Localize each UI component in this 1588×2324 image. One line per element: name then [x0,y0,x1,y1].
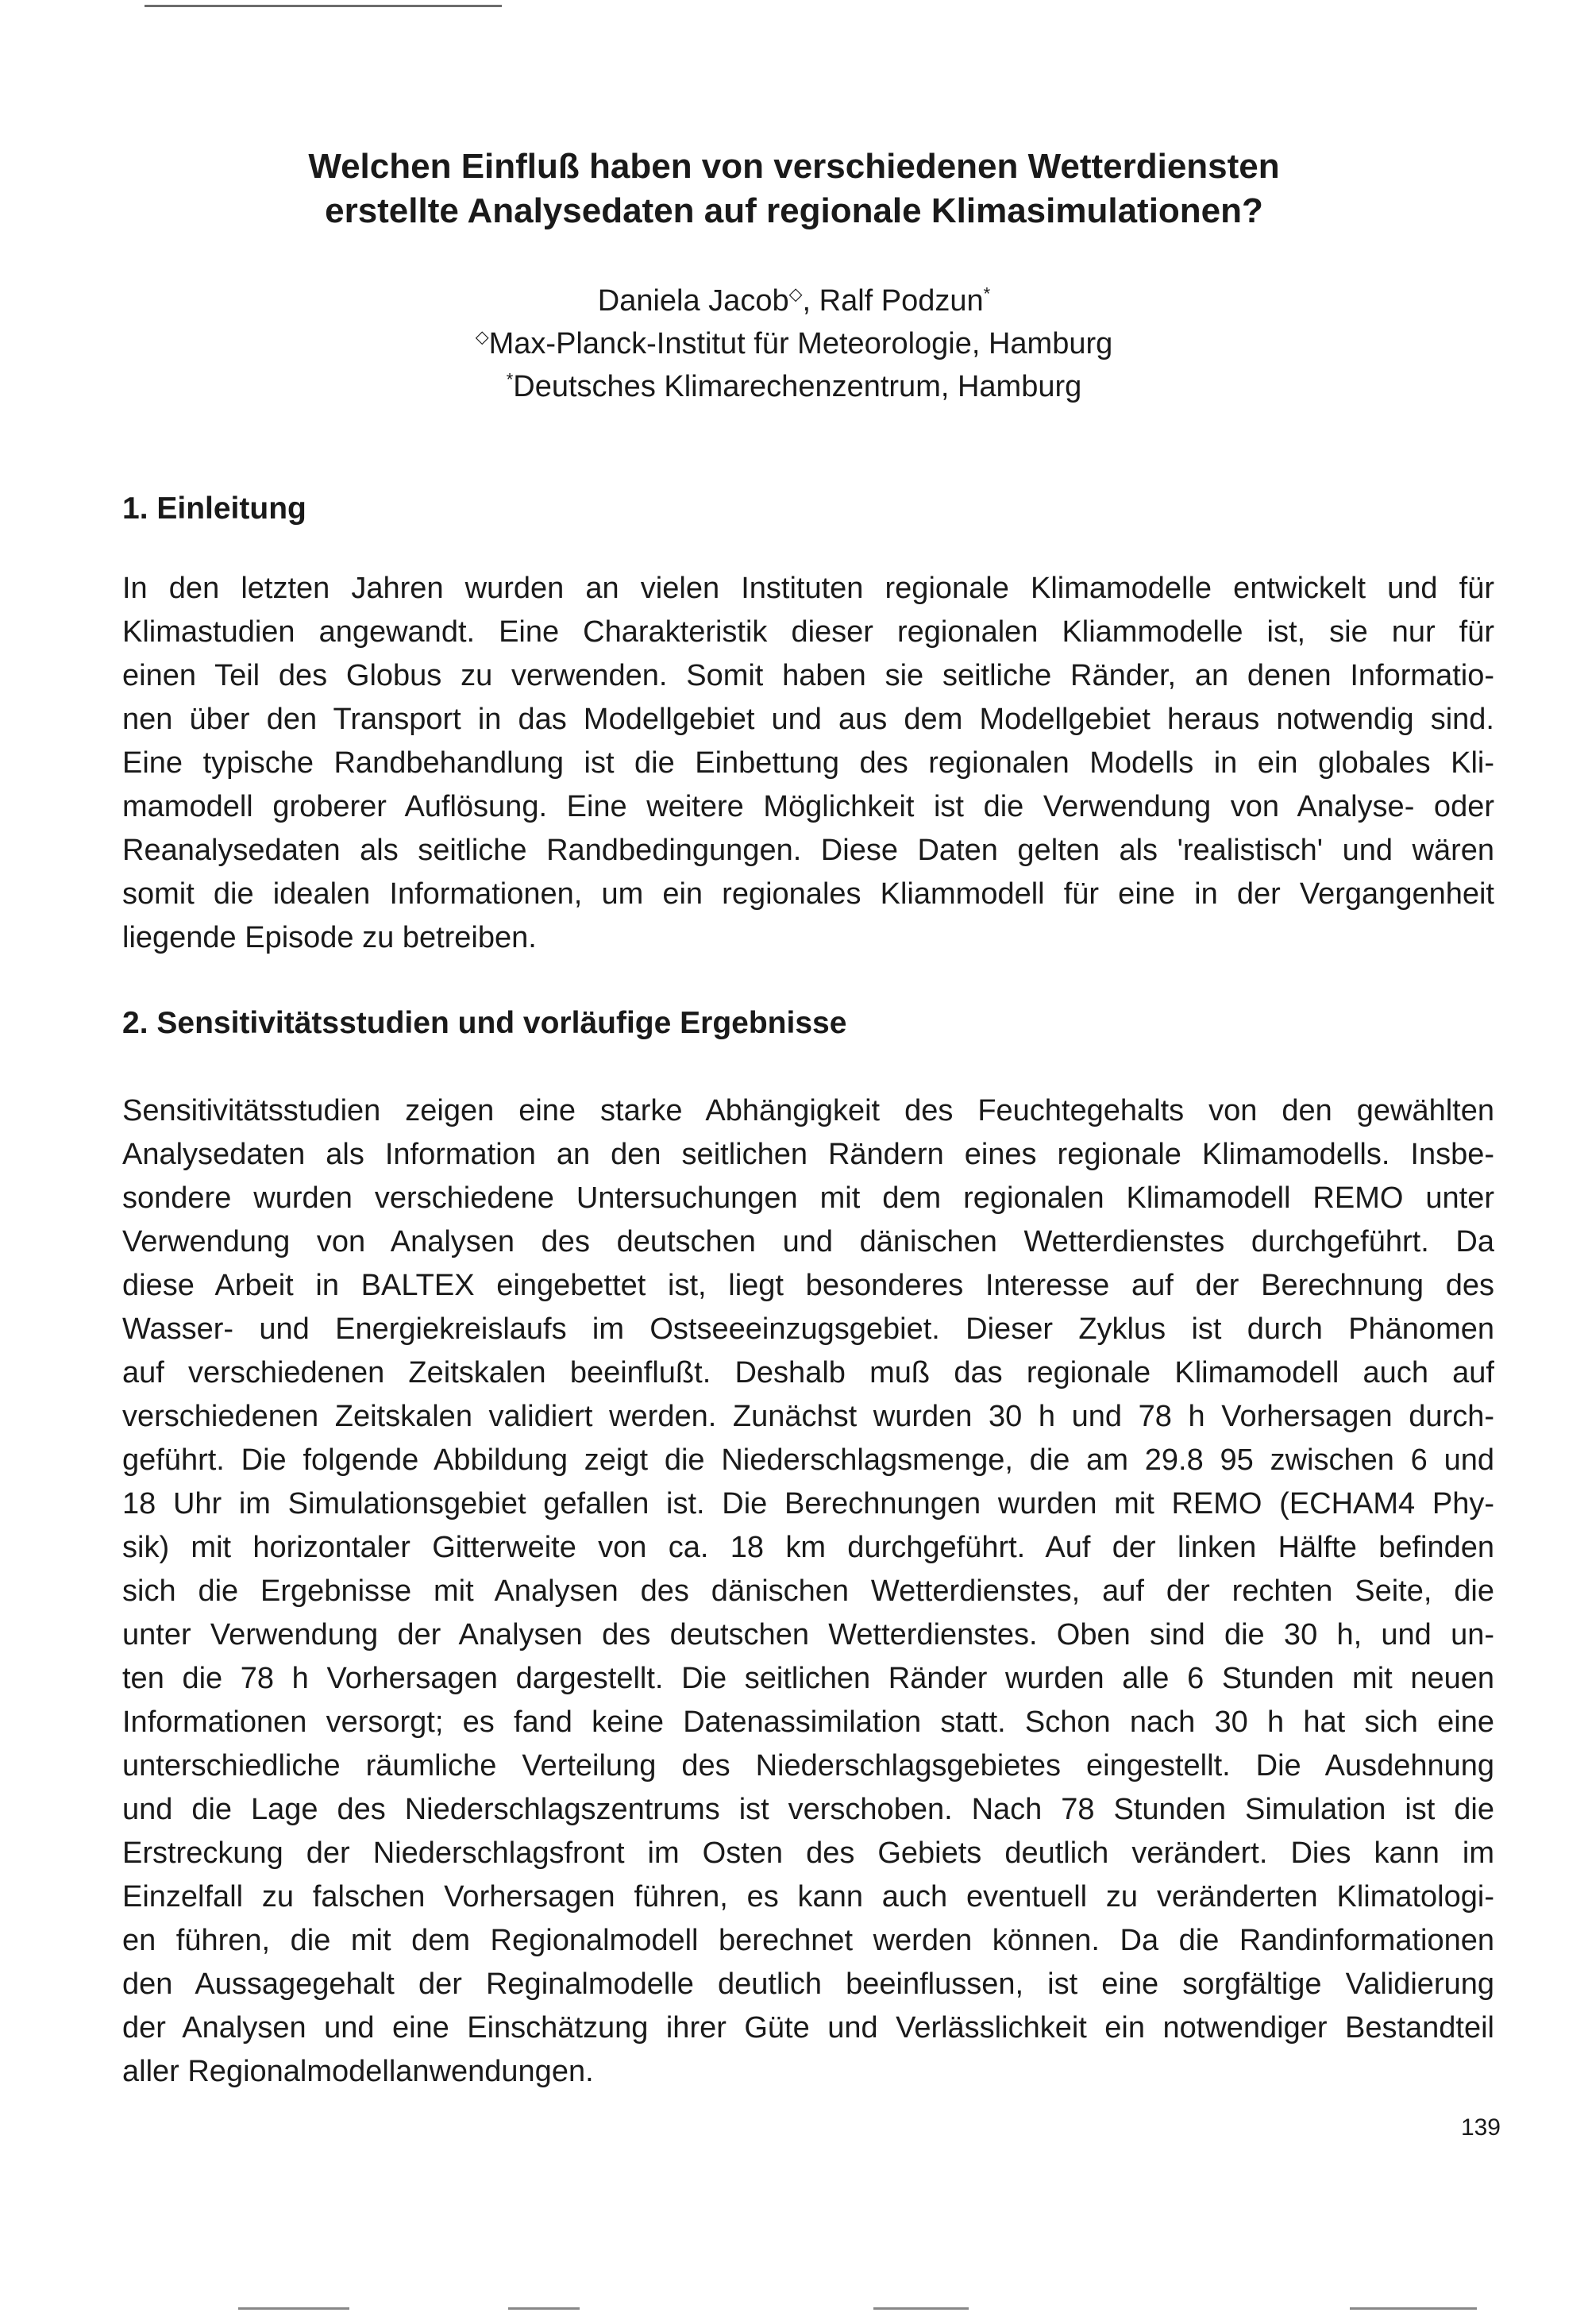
paper-title [159,145,1429,233]
author-mark-2: * [983,283,991,304]
scan-mark [1350,2307,1477,2310]
text-line: geführt. Die folgende Abbildung zeigt die Niederschlagsmenge, die am 29.8 95 zwischen 6 und [122,1443,1494,1477]
text-line: der Analysen und eine Einschätzung ihrer Güte und Verlässlichkeit ein notwendiger Bestandteil [122,2011,1494,2045]
text-line: einen Teil des Globus zu verwenden. Somit haben sie seitliche Ränder, an denen Informatio- [122,659,1494,692]
affiliation-1: ◇Max-Planck-Institut für Meteorologie, Hamburg [475,326,1113,360]
text-line: In den letzten Jahren wurden an vielen Instituten regionale Klimamodelle entwickelt und für [122,572,1494,605]
text-line: Erstreckung der Niederschlagsfront im Osten des Gebiets deutlich verändert. Dies kann im [122,1836,1494,1870]
text-line: den Aussagegehalt der Reginalmodelle deutlich beeinflussen, ist eine sorgfältige Validierung [122,1967,1494,2001]
text-line: sich die Ergebnisse mit Analysen des dänischen Wetterdienstes, auf der rechten Seite, die [122,1574,1494,1608]
paragraph-einleitung [122,567,1494,960]
author-names: Daniela Jacob◇, Ralf Podzun* [597,283,991,318]
scan-mark [873,2307,969,2310]
page-number: 139 [1460,2114,1501,2141]
text-line: mamodell groberer Auflösung. Eine weitere Möglichkeit ist die Verwendung von Analyse- oder [122,790,1494,823]
text-line: en führen, die mit dem Regionalmodell berechnet werden können. Da die Randinformationen [122,1924,1494,1957]
affiliation-2: *Deutsches Klimarechenzentrum, Hamburg [506,369,1082,403]
text-line: Informationen versorgt; es fand keine Datenassimilation statt. Schon nach 30 h hat sich eine [122,1705,1494,1739]
text-line: unter Verwendung der Analysen des deutschen Wetterdienstes. Oben sind die 30 h, und un- [122,1618,1494,1651]
paragraph-sensitivitaetsstudien [122,1089,1494,2094]
text-line: unterschiedliche räumliche Verteilung des Niederschlagsgebietes eingestellt. Die Ausdehnung [122,1749,1494,1783]
author-mark-1: ◇ [788,283,803,304]
text-line: nen über den Transport in das Modellgebiet und aus dem Modellgebiet heraus notwendig sind. [122,703,1494,736]
scan-mark [508,2307,580,2310]
scan-edge-marks [0,2293,1588,2324]
text-line: Wasser- und Energiekreislaufs im Ostseeeinzugsgebiet. Dieser Zyklus ist durch Phänomen [122,1312,1494,1346]
text-line: somit die idealen Informationen, um ein regionales Kliammodell für eine in der Vergangenheit [122,877,1494,911]
section-heading-sensitivitaetsstudien: 2. Sensitivitätsstudien und vorläufige Ergebnisse [122,1006,847,1040]
text-line: liegende Episode zu betreiben. [122,921,537,954]
text-line: auf verschiedenen Zeitskalen beeinflußt. Deshalb muß das regionale Klimamodell auch auf [122,1356,1494,1389]
text-line: Verwendung von Analysen des deutschen und dänischen Wetterdienstes durchgeführt. Da [122,1225,1494,1258]
text-line: Klimastudien angewandt. Eine Charakteristik dieser regionalen Kliammodelle ist, sie nur für [122,615,1494,649]
text-line: verschiedenen Zeitskalen validiert werden. Zunächst wurden 30 h und 78 h Vorhersagen durch- [122,1400,1494,1433]
top-rule [145,5,502,7]
text-line: Reanalysedaten als seitliche Randbedingungen. Diese Daten gelten als 'realistisch' und wären [122,834,1494,867]
author-block [159,279,1429,408]
text-line: 18 Uhr im Simulationsgebiet gefallen ist. Die Berechnungen wurden mit REMO (ECHAM4 Phy- [122,1487,1494,1520]
text-line: ten die 78 h Vorhersagen dargestellt. Die seitlichen Ränder wurden alle 6 Stunden mit neuen [122,1662,1494,1695]
text-line: sondere wurden verschiedene Untersuchungen mit dem regionalen Klimamodell REMO unter [122,1181,1494,1215]
text-line: Sensitivitätsstudien zeigen eine starke Abhängigkeit des Feuchtegehalts von den gewählten [122,1094,1494,1127]
text-line: Eine typische Randbehandlung ist die Einbettung des regionalen Modells in ein globales Kli- [122,746,1494,780]
title-line-2: erstellte Analysedaten auf regionale Klimasimulationen? [325,191,1263,230]
scan-mark [238,2307,349,2310]
text-line: und die Lage des Niederschlagszentrums ist verschoben. Nach 78 Stunden Simulation ist die [122,1793,1494,1826]
text-line: sik) mit horizontaler Gitterweite von ca. 18 km durchgeführt. Auf der linken Hälfte befinden [122,1531,1494,1564]
title-line-1: Welchen Einfluß haben von verschiedenen Wetterdiensten [308,147,1280,186]
section-heading-einleitung: 1. Einleitung [122,491,306,526]
text-line: diese Arbeit in BALTEX eingebettet ist, liegt besonderes Interesse auf der Berechnung des [122,1269,1494,1302]
text-line: Einzelfall zu falschen Vorhersagen führen, es kann auch eventuell zu veränderten Klimatologi- [122,1880,1494,1914]
text-line: Analysedaten als Information an den seitlichen Rändern eines regionale Klimamodells. Insbe- [122,1138,1494,1171]
text-line: aller Regionalmodellanwendungen. [122,2055,594,2088]
